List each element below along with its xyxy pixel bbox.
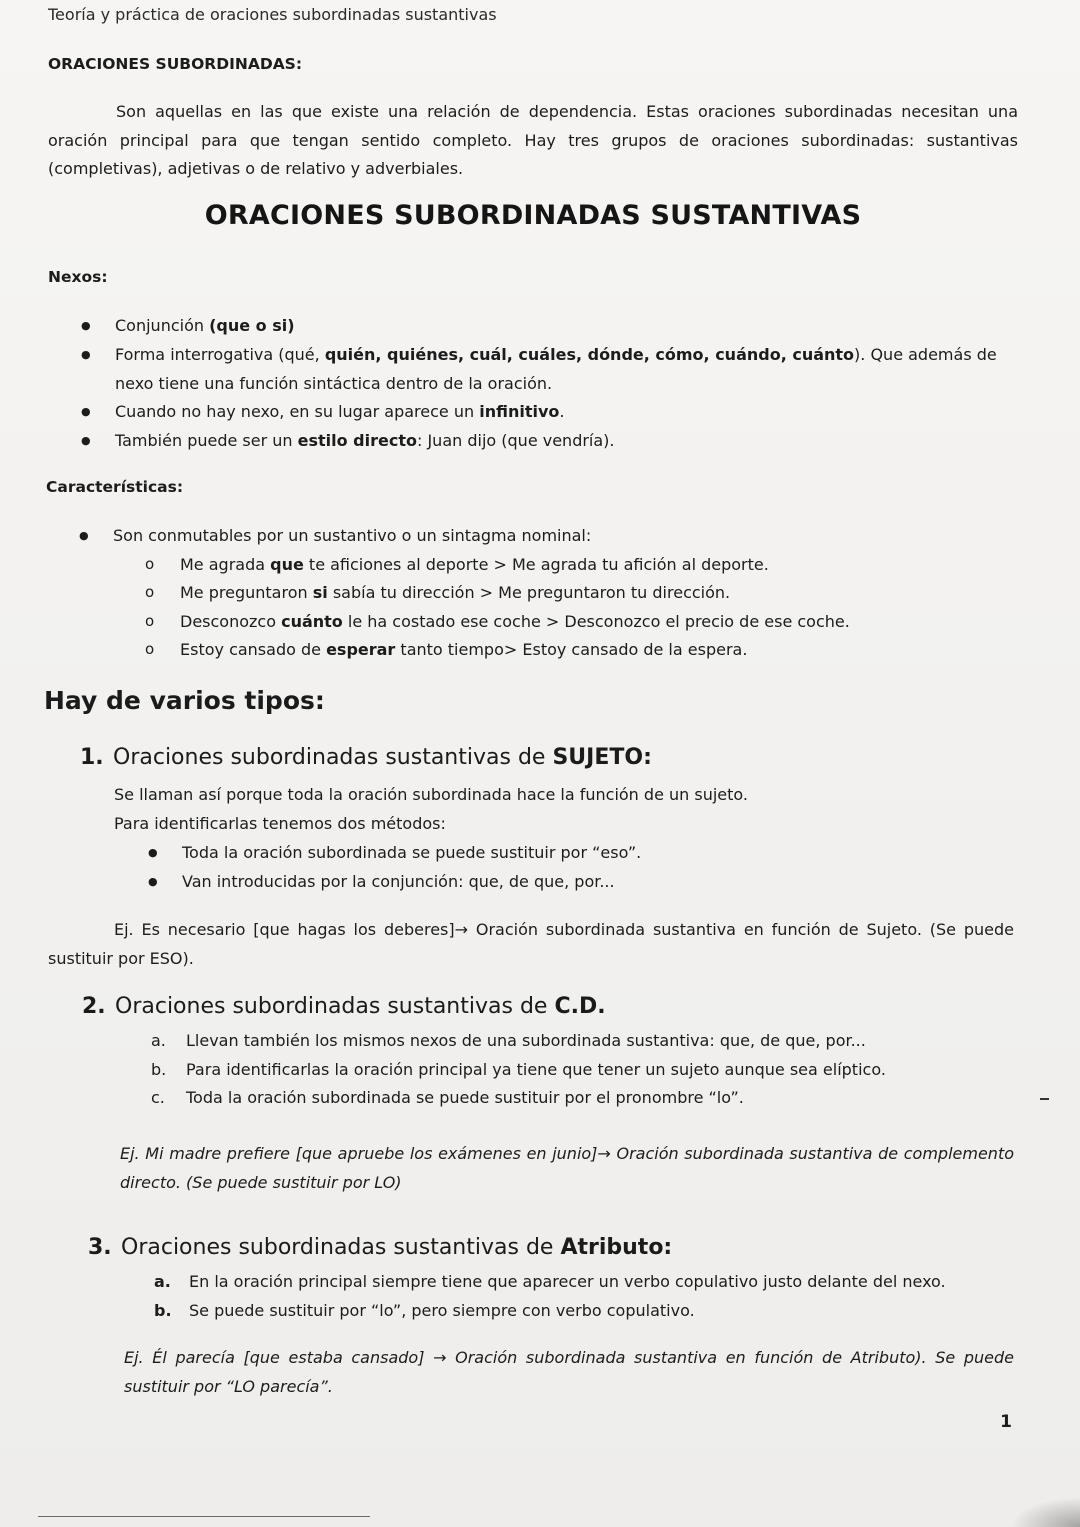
- caracteristicas-heading: Características:: [46, 478, 184, 496]
- type1-line1: Se llaman así porque toda la oración subordinada hace la función de un sujeto.: [114, 785, 748, 804]
- type3-item: a. En la oración principal siempre tiene que aparecer un verbo copulativo justo delante del nexo.: [154, 1272, 946, 1291]
- method-item: ● Van introducidas por la conjunción: que, de que, por...: [182, 868, 982, 897]
- page-number: 1: [1000, 1412, 1012, 1432]
- method-item: ● Toda la oración subordinada se puede sustituir por “eso”.: [182, 839, 982, 868]
- example-item: o Estoy cansado de esperar tanto tiempo> Estoy cansado de la espera.: [113, 636, 1013, 665]
- margin-mark: [1040, 1098, 1049, 1100]
- intro-paragraph: Son aquellas en las que existe una relación de dependencia. Estas oraciones subordinadas necesitan una oración principal para que tengan sentido completo. Hay tres grupos de oraciones subordinadas: sustantivas (completivas), adjetivas o de relativo y adverbiales.: [48, 102, 1018, 178]
- type2-item: a. Llevan también los mismos nexos de una subordinada sustantiva: que, de que, por...: [151, 1031, 866, 1050]
- type3-item: b. Se puede sustituir por “lo”, pero siempre con verbo copulativo.: [154, 1300, 695, 1320]
- document-header: Teoría y práctica de oraciones subordinadas sustantivas: [48, 5, 497, 24]
- example-item: o Desconozco cuánto le ha costado ese coche > Desconozco el precio de ese coche.: [113, 608, 1013, 637]
- nexos-heading: Nexos:: [48, 268, 108, 286]
- type2-item: c. Toda la oración subordinada se puede sustituir por el pronombre “lo”.: [151, 1088, 744, 1107]
- type1-example: Ej. Es necesario [que hagas los deberes]→ Oración subordinada sustantiva en función de Sujeto. (Se puede sustituir por ESO).: [48, 920, 1014, 968]
- nexos-list: [115, 312, 1025, 456]
- type3-title: 3. Oraciones subordinadas sustantivas de Atributo:: [88, 1235, 673, 1260]
- examples-list: [113, 551, 1013, 665]
- type2-item: b. Para identificarlas la oración principal ya tiene que tener un sujeto aunque sea elíptico.: [151, 1059, 886, 1079]
- type3-example: Ej. Él parecía [que estaba cansado] → Oración subordinada sustantiva en función de Atributo). Se puede sustituir por “LO parecía”.: [124, 1348, 1014, 1396]
- nexo-item: ● Forma interrogativa (qué, quién, quiénes, cuál, cuáles, dónde, cómo, cuándo, cuánto). Que además de nexo tiene una función sintáctica dentro de la oración.: [115, 341, 1025, 399]
- type1-line2: Para identificarlas tenemos dos métodos:: [114, 814, 446, 833]
- caracteristicas-list: [113, 522, 1013, 665]
- section-heading: ORACIONES SUBORDINADAS:: [48, 55, 303, 73]
- footer-rule: [38, 1516, 370, 1517]
- type1-methods: [182, 839, 982, 897]
- corner-shadow: [1010, 1497, 1080, 1527]
- type2-example: Ej. Mi madre prefiere [que apruebe los exámenes en junio]→ Oración subordinada sustantiva de complemento directo. (Se puede sustituir por LO): [120, 1144, 1014, 1192]
- nexo-item: ● Cuando no hay nexo, en su lugar aparece un infinitivo.: [115, 398, 1025, 427]
- type1-title: 1. Oraciones subordinadas sustantivas de SUJETO:: [80, 745, 652, 770]
- example-item: o Me agrada que te aficiones al deporte > Me agrada tu afición al deporte.: [113, 551, 1013, 580]
- nexo-item: ● Conjunción (que o si): [115, 312, 1025, 341]
- type3-items: [154, 1268, 1014, 1325]
- types-heading: Hay de varios tipos:: [44, 686, 325, 715]
- nexo-item: ● También puede ser un estilo directo: Juan dijo (que vendría).: [115, 427, 1025, 456]
- main-title: ORACIONES SUBORDINADAS SUSTANTIVAS: [204, 200, 862, 231]
- type2-title: 2. Oraciones subordinadas sustantivas de C.D.: [82, 994, 606, 1019]
- example-item: o Me preguntaron si sabía tu dirección > Me preguntaron tu dirección.: [113, 579, 1013, 608]
- caracteristica-item: ● Son conmutables por un sustantivo o un sintagma nominal: o Me agrada que te aficiones al deporte > Me agrada tu afición al deporte. o Me preguntaron si sabía tu dirección > Me preguntaron tu dirección. o Desconozco cuánto le ha costado ese coche > Desconozco el precio de ese coche. o Estoy cansado de esperar tanto tiempo> Estoy cansado de la espera.: [113, 522, 1013, 665]
- type2-items: [151, 1027, 1011, 1113]
